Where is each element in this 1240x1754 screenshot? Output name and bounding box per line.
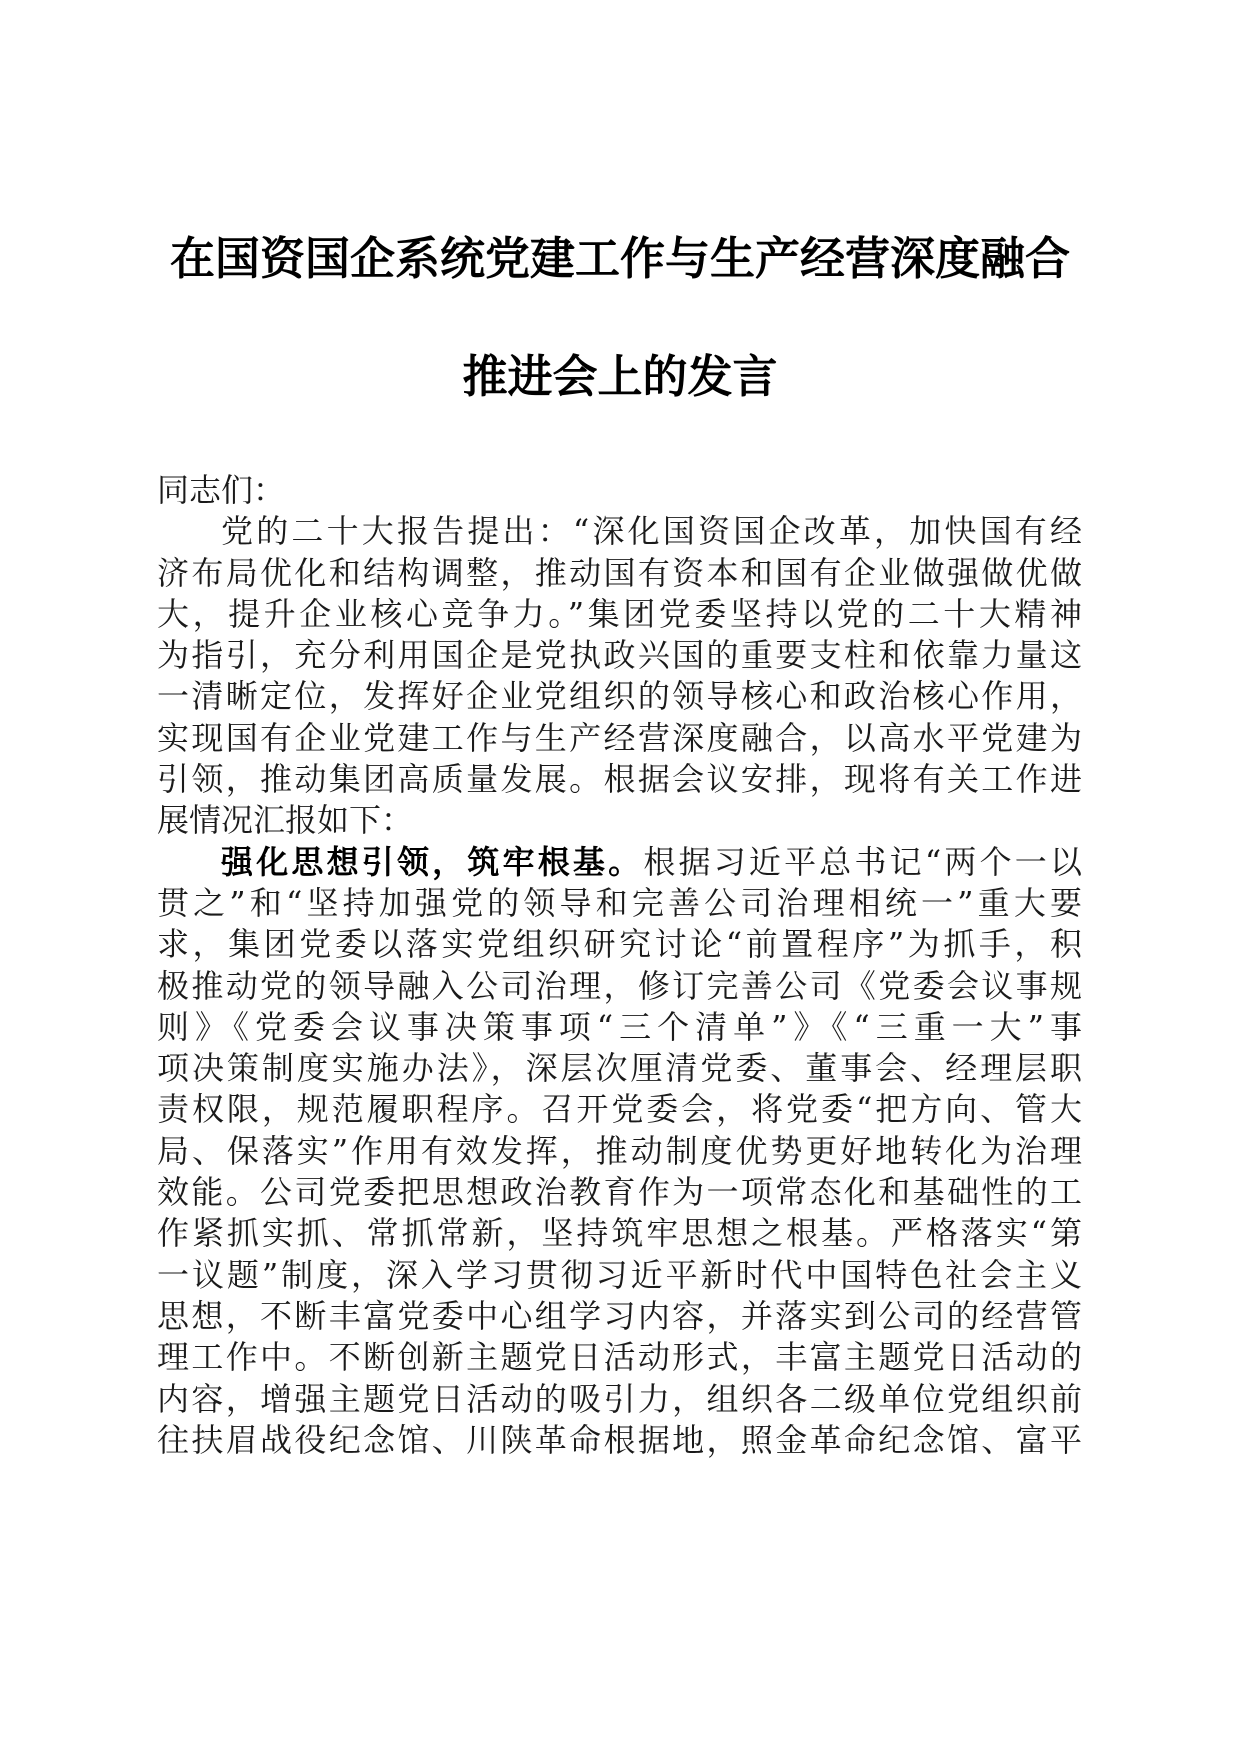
paragraph-2-first-line-text: 根据习近平总书记“两个一以 — [643, 842, 1082, 881]
paragraph-2-line: 往扶眉战役纪念馆、川陕革命根据地，照金革命纪念馆、富平 — [157, 1420, 1082, 1459]
paragraph-2-line: 理工作中。不断创新主题党日活动形式，丰富主题党日活动的 — [157, 1338, 1082, 1377]
section-heading: 强化思想引领，筑牢根基。 — [221, 842, 644, 881]
paragraph-2-line: 求，集团党委以落实党组织研究讨论“前置程序”为抓手，积 — [157, 925, 1082, 964]
paragraph-2-line: 思想，不断丰富党委中心组学习内容，并落实到公司的经营管 — [157, 1296, 1082, 1335]
salutation: 同志们： — [157, 471, 286, 509]
document-body — [157, 470, 1082, 1461]
paragraph-1-line: 为指引，充分利用国企是党执政兴国的重要支柱和依靠力量这 — [157, 636, 1082, 675]
paragraph-1-line: 济布局优化和结构调整，推动国有资本和国有企业做强做优做 — [157, 553, 1082, 592]
paragraph-2-line: 贯之”和“坚持加强党的领导和完善公司治理相统一”重大要 — [157, 883, 1082, 922]
paragraph-1-line: 一清晰定位，发挥好企业党组织的领导核心和政治核心作用， — [157, 677, 1082, 716]
paragraph-2-line: 项决策制度实施办法》，深层次厘清党委、董事会、经理层职 — [157, 1049, 1082, 1088]
paragraph-2-line: 则》《党委会议事决策事项“三个清单”》《“三重一大”事 — [157, 1007, 1082, 1046]
paragraph-1-line: 党的二十大报告提出：“深化国资国企改革，加快国有经 — [221, 512, 1082, 551]
paragraph-1-line: 引领，推动集团高质量发展。根据会议安排，现将有关工作进 — [157, 760, 1082, 799]
document-title-line-2: 推进会上的发言 — [462, 350, 778, 403]
paragraph-1-line: 大，提升企业核心竞争力。”集团党委坚持以党的二十大精神 — [157, 594, 1082, 633]
paragraph-2-line: 极推动党的领导融入公司治理，修订完善公司《党委会议事规 — [157, 966, 1082, 1005]
paragraph-2-line: 局、保落实”作用有效发挥，推动制度优势更好地转化为治理 — [157, 1131, 1082, 1170]
paragraph-1-line: 展情况汇报如下： — [157, 801, 414, 840]
paragraph-2-line: 作紧抓实抓、常抓常新，坚持筑牢思想之根基。严格落实“第 — [157, 1214, 1082, 1253]
paragraph-2-first-line — [157, 842, 1082, 883]
paragraph-2-line: 责权限，规范履职程序。召开党委会，将党委“把方向、管大 — [157, 1090, 1082, 1129]
paragraph-1-line: 实现国有企业党建工作与生产经营深度融合，以高水平党建为 — [157, 718, 1082, 757]
paragraph-2-line: 效能。公司党委把思想政治教育作为一项常态化和基础性的工 — [157, 1173, 1082, 1212]
document-title-line-1: 在国资国企系统党建工作与生产经营深度融合 — [169, 232, 1070, 285]
paragraph-2-line: 内容，增强主题党日活动的吸引力，组织各二级单位党组织前 — [157, 1379, 1082, 1418]
paragraph-2-line: 一议题”制度，深入学习贯彻习近平新时代中国特色社会主义 — [157, 1255, 1082, 1294]
